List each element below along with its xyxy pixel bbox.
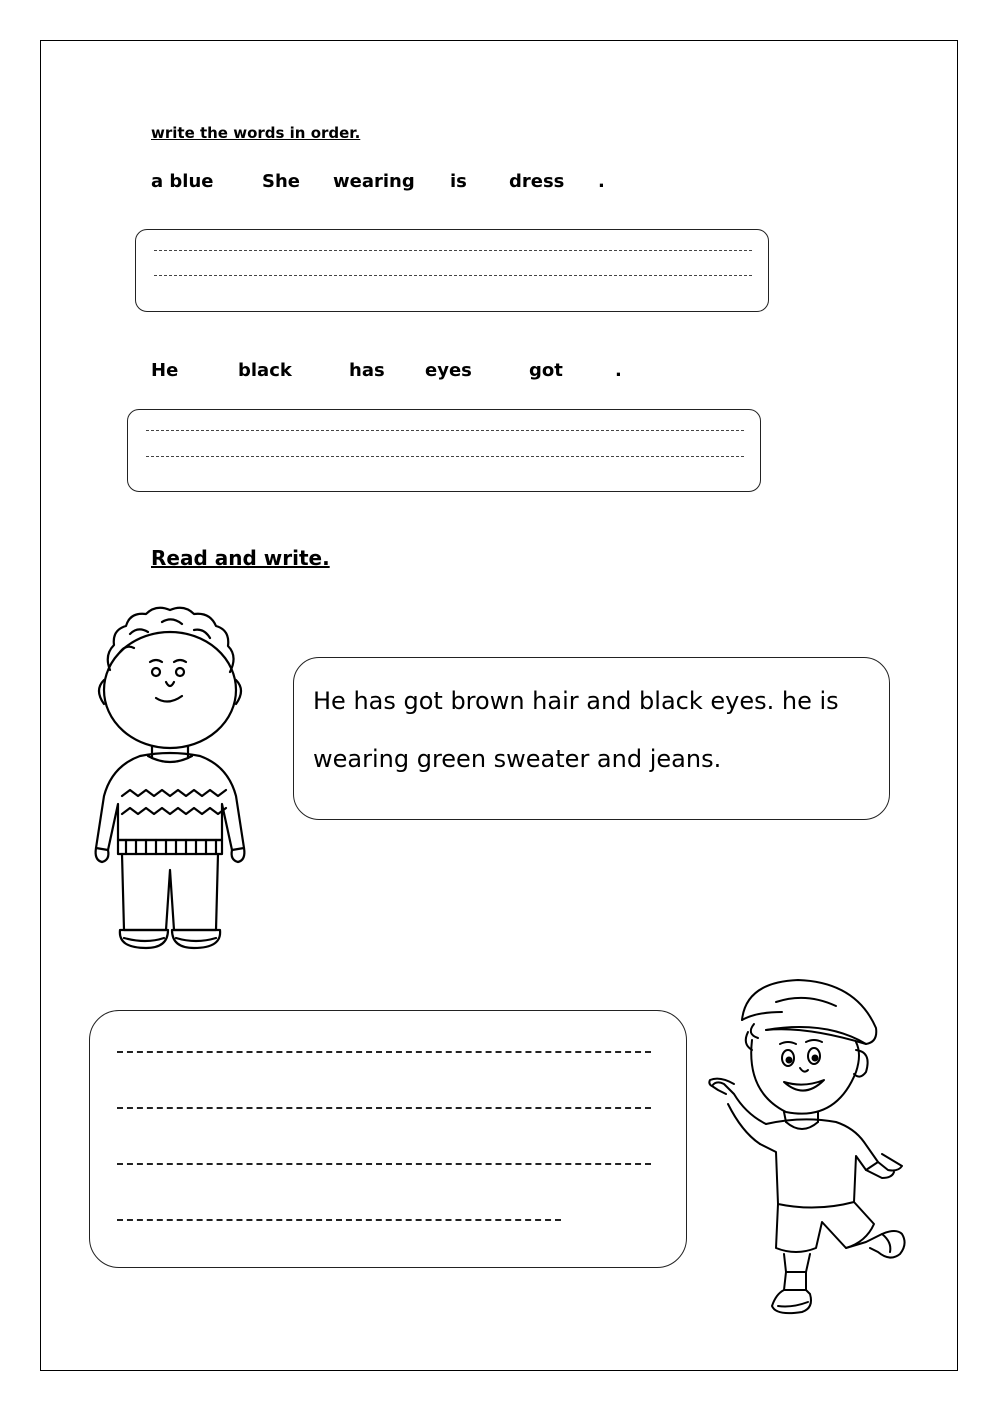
word-tile: is [450,171,467,192]
boy-running-illustration [706,972,916,1327]
word-tile: a blue [151,171,214,192]
word-tile: . [615,360,622,381]
writing-line [146,456,744,457]
writing-line [117,1051,651,1053]
word-tile: got [529,360,563,381]
word-tile: He [151,360,179,381]
boy-standing-illustration [90,600,260,955]
writing-line [146,430,744,431]
read-write-instruction: Read and write. [151,546,330,570]
writing-line [154,250,752,251]
word-tile: has [349,360,385,381]
order-instruction: write the words in order. [151,124,361,142]
word-tile: black [238,360,292,381]
word-tile: . [598,171,605,192]
word-tile: eyes [425,360,472,381]
answer-box-2[interactable] [127,409,761,492]
word-tile: She [262,171,300,192]
word-tile: dress [509,171,565,192]
answer-box-1[interactable] [135,229,769,312]
writing-line [117,1107,651,1109]
writing-line [154,275,752,276]
writing-line [117,1219,561,1221]
description-text: He has got brown hair and black eyes. he is wearing green sweater and jeans. [313,687,839,773]
writing-line [117,1163,651,1165]
word-tile: wearing [333,171,415,192]
answer-box-3[interactable] [89,1010,687,1268]
